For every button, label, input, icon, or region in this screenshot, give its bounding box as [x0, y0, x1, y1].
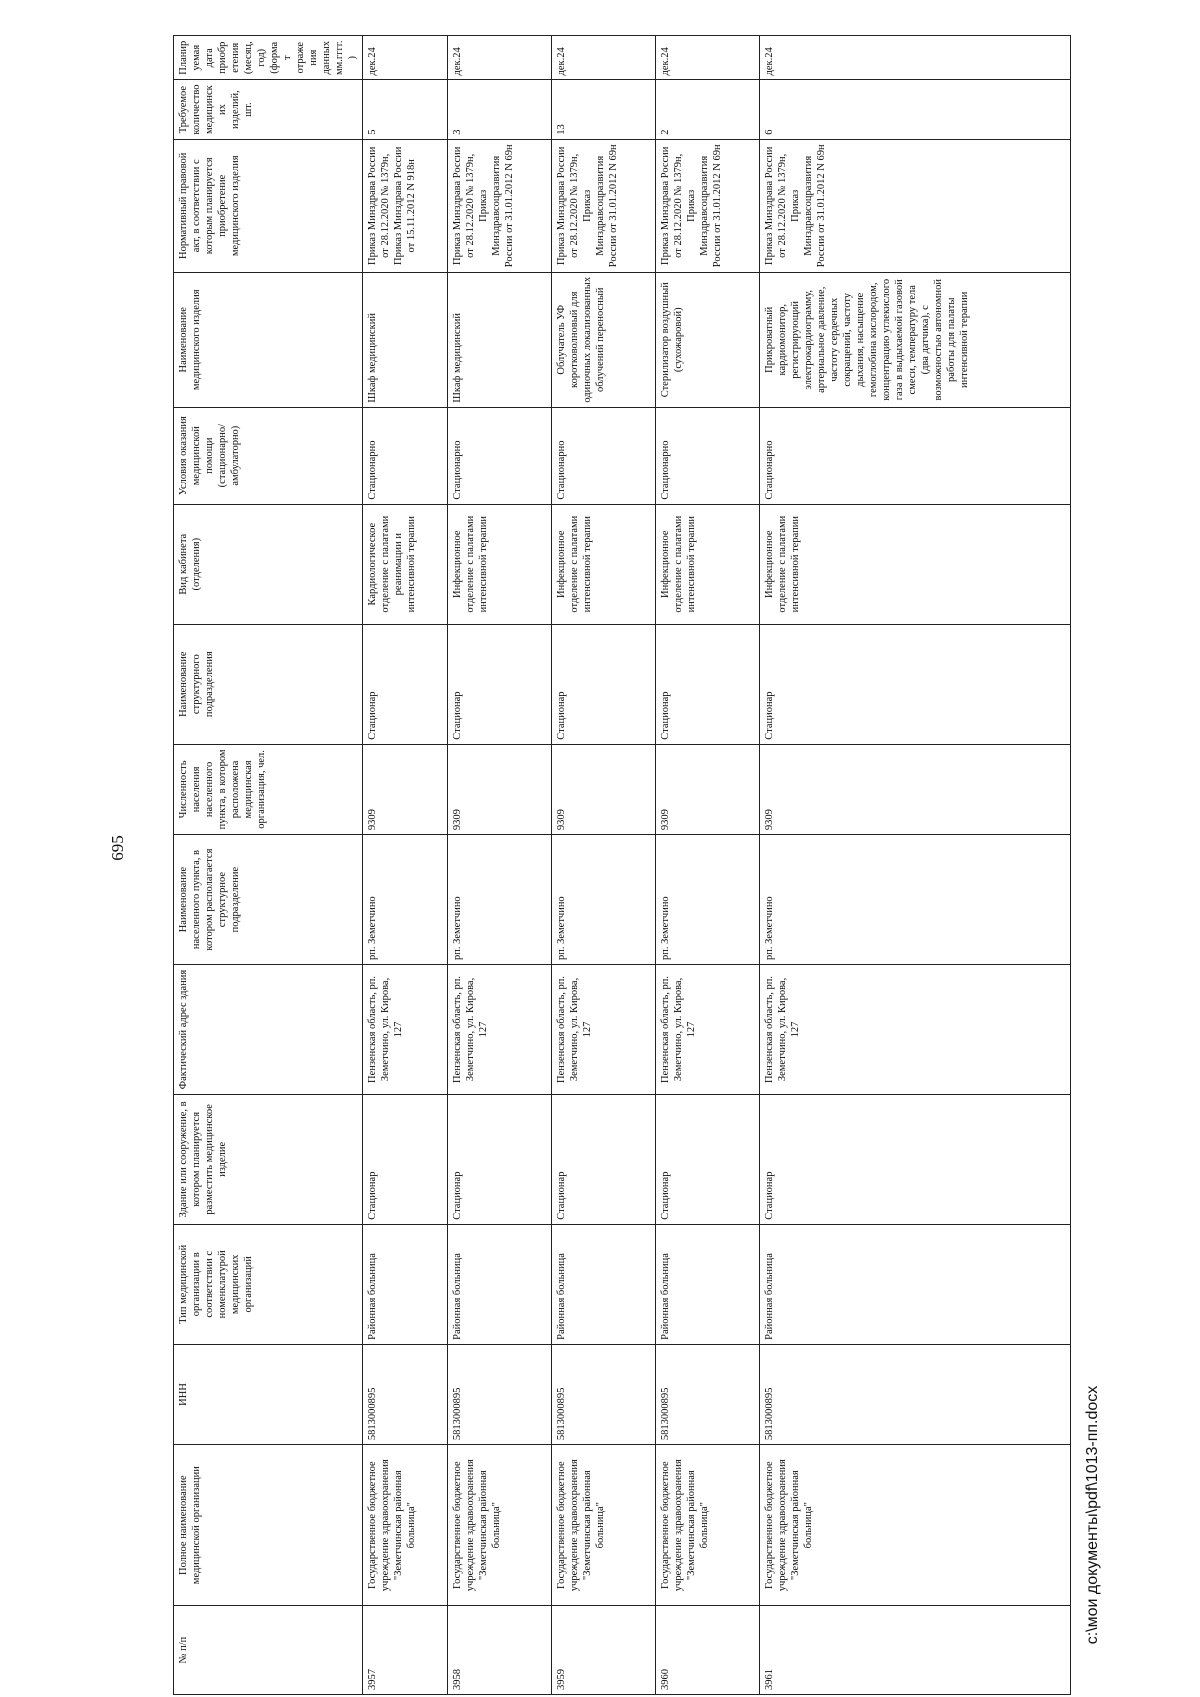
- header-cell: Полное наименование медицинской организации: [174, 1445, 363, 1606]
- rotated-table-wrapper: [173, 35, 1071, 1695]
- table-row: [552, 36, 656, 1695]
- table-row: [656, 36, 760, 1695]
- unit-cell: Стационар: [552, 624, 656, 744]
- quantity-cell: 2: [656, 80, 760, 139]
- conditions-cell: Стационарно: [552, 407, 656, 504]
- cabinet-cell: Инфекционное отделение с палатами интенсивной терапии: [448, 504, 552, 624]
- document-file-path: c:\мои документы\pdf\1013-пп.docx: [1084, 1385, 1101, 1645]
- quantity-cell: 3: [448, 80, 552, 139]
- address-cell: Пензенская область, рп. Земетчино, ул. Кирова, 127: [760, 965, 1071, 1095]
- header-cell: Условия оказания медицинской помощи (стационарно/ амбулаторно): [174, 407, 363, 504]
- header-cell: Планируемая дата приобретения (месяц, год) (формат отражения данных мм.гггг.): [174, 36, 363, 81]
- device-name-cell: Облучатель УФ коротковолновый для одиночных локализованных облучений переносный: [552, 272, 656, 407]
- unit-cell: Стационар: [656, 624, 760, 744]
- cabinet-cell: Инфекционное отделение с палатами интенсивной терапии: [656, 504, 760, 624]
- purchase-date-cell: дек.24: [656, 36, 760, 81]
- cabinet-cell: Кардиологическое отделение с палатами реанимации и интенсивной терапии: [363, 504, 448, 624]
- conditions-cell: Стационарно: [448, 407, 552, 504]
- purchase-date-cell: дек.24: [448, 36, 552, 81]
- row-number-cell: 3961: [760, 1606, 1071, 1695]
- header-cell: Фактический адрес здания: [174, 965, 363, 1095]
- org-type-cell: Районная больница: [656, 1224, 760, 1344]
- organization-name-cell: Государственное бюджетное учреждение здравоохранения "Земетчинская районная больница": [448, 1445, 552, 1606]
- address-cell: Пензенская область, рп. Земетчино, ул. Кирова, 127: [363, 965, 448, 1095]
- row-number-cell: 3958: [448, 1606, 552, 1695]
- org-type-cell: Районная больница: [552, 1224, 656, 1344]
- table-header-row: [174, 36, 363, 1695]
- address-cell: Пензенская область, рп. Земетчино, ул. Кирова, 127: [448, 965, 552, 1095]
- population-cell: 9309: [448, 744, 552, 834]
- legal-act-cell: Приказ Минздрава России от 28.12.2020 № 1379н, Приказ Минздравсоцразвития России от 31.01.2012 N 69н: [552, 139, 656, 272]
- row-number-cell: 3959: [552, 1606, 656, 1695]
- population-cell: 9309: [363, 744, 448, 834]
- population-cell: 9309: [760, 744, 1071, 834]
- device-name-cell: Прикроватный кардиомонитор, регистрирующий электрокардиограмму, артериальное давление, частоту сердечных сокращений, частоту дыхания, насыщение гемоглобина кислородом, концентрацию углекислого газа в выдыхаемой газовой смеси, температуру тела (два датчика), с возможностью автономной работы для палаты интенсивной терапии: [760, 272, 1071, 407]
- organization-name-cell: Государственное бюджетное учреждение здравоохранения "Земетчинская районная больница": [363, 1445, 448, 1606]
- device-name-cell: Стерилизатор воздушный (сухожаровой): [656, 272, 760, 407]
- legal-act-cell: Приказ Минздрава России от 28.12.2020 № 1379н, Приказ Минздрава России от 15.11.2012 N 918н: [363, 139, 448, 272]
- header-cell: Наименование населенного пункта, в котором располагается структурное подразделение: [174, 835, 363, 965]
- locality-cell: рп. Земетчино: [448, 835, 552, 965]
- locality-cell: рп. Земетчино: [363, 835, 448, 965]
- organization-name-cell: Государственное бюджетное учреждение здравоохранения "Земетчинская районная больница": [656, 1445, 760, 1606]
- org-type-cell: Районная больница: [363, 1224, 448, 1344]
- legal-act-cell: Приказ Минздрава России от 28.12.2020 № 1379н, Приказ Минздравсоцразвития России от 31.01.2012 N 69н: [656, 139, 760, 272]
- org-type-cell: Районная больница: [760, 1224, 1071, 1344]
- cabinet-cell: Инфекционное отделение с палатами интенсивной терапии: [552, 504, 656, 624]
- unit-cell: Стационар: [760, 624, 1071, 744]
- row-number-cell: 3960: [656, 1606, 760, 1695]
- row-number-cell: 3957: [363, 1606, 448, 1695]
- organization-name-cell: Государственное бюджетное учреждение здравоохранения "Земетчинская районная больница": [552, 1445, 656, 1606]
- unit-cell: Стационар: [448, 624, 552, 744]
- locality-cell: рп. Земетчино: [656, 835, 760, 965]
- conditions-cell: Стационарно: [363, 407, 448, 504]
- header-cell: ИНН: [174, 1344, 363, 1444]
- table-row: [760, 36, 1071, 1695]
- building-cell: Стационар: [448, 1094, 552, 1224]
- header-cell: № п/п: [174, 1606, 363, 1695]
- building-cell: Стационар: [656, 1094, 760, 1224]
- purchase-date-cell: дек.24: [760, 36, 1071, 81]
- inn-cell: 5813000895: [448, 1344, 552, 1444]
- legal-act-cell: Приказ Минздрава России от 28.12.2020 № 1379н, Приказ Минздравсоцразвития России от 31.01.2012 N 69н: [760, 139, 1071, 272]
- header-cell: Наименование структурного подразделения: [174, 624, 363, 744]
- header-cell: Нормативный правовой акт, в соответствии с которым планируется приобретение медицинского изделия: [174, 139, 363, 272]
- locality-cell: рп. Земетчино: [552, 835, 656, 965]
- legal-act-cell: Приказ Минздрава России от 28.12.2020 № 1379н, Приказ Минздравсоцразвития России от 31.01.2012 N 69н: [448, 139, 552, 272]
- purchase-date-cell: дек.24: [363, 36, 448, 81]
- header-cell: Тип медицинской организации в соответствии с номенклатурой медицинских организаций: [174, 1224, 363, 1344]
- building-cell: Стационар: [552, 1094, 656, 1224]
- header-cell: Здание или сооружение, в котором планируется разместить медицинское изделие: [174, 1094, 363, 1224]
- page-number: 695: [108, 835, 127, 861]
- address-cell: Пензенская область, рп. Земетчино, ул. Кирова, 127: [656, 965, 760, 1095]
- organization-name-cell: Государственное бюджетное учреждение здравоохранения "Земетчинская районная больница": [760, 1445, 1071, 1606]
- device-name-cell: Шкаф медицинский: [363, 272, 448, 407]
- quantity-cell: 6: [760, 80, 1071, 139]
- header-cell: Численность населения населенного пункта, в котором расположена медицинская организация, чел.: [174, 744, 363, 834]
- org-type-cell: Районная больница: [448, 1224, 552, 1344]
- table-row: [448, 36, 552, 1695]
- device-name-cell: Шкаф медицинский: [448, 272, 552, 407]
- header-cell: Наименование медицинского изделия: [174, 272, 363, 407]
- inn-cell: 5813000895: [552, 1344, 656, 1444]
- unit-cell: Стационар: [363, 624, 448, 744]
- header-cell: Вид кабинета (отделения): [174, 504, 363, 624]
- building-cell: Стационар: [363, 1094, 448, 1224]
- inn-cell: 5813000895: [363, 1344, 448, 1444]
- equipment-table: [173, 35, 1071, 1695]
- building-cell: Стационар: [760, 1094, 1071, 1224]
- inn-cell: 5813000895: [760, 1344, 1071, 1444]
- conditions-cell: Стационарно: [760, 407, 1071, 504]
- address-cell: Пензенская область, рп. Земетчино, ул. Кирова, 127: [552, 965, 656, 1095]
- quantity-cell: 5: [363, 80, 448, 139]
- population-cell: 9309: [656, 744, 760, 834]
- header-cell: Требуемое количество медицинских изделий, шт.: [174, 80, 363, 139]
- population-cell: 9309: [552, 744, 656, 834]
- conditions-cell: Стационарно: [656, 407, 760, 504]
- inn-cell: 5813000895: [656, 1344, 760, 1444]
- table-row: [363, 36, 448, 1695]
- cabinet-cell: Инфекционное отделение с палатами интенсивной терапии: [760, 504, 1071, 624]
- quantity-cell: 13: [552, 80, 656, 139]
- locality-cell: рп. Земетчино: [760, 835, 1071, 965]
- purchase-date-cell: дек.24: [552, 36, 656, 81]
